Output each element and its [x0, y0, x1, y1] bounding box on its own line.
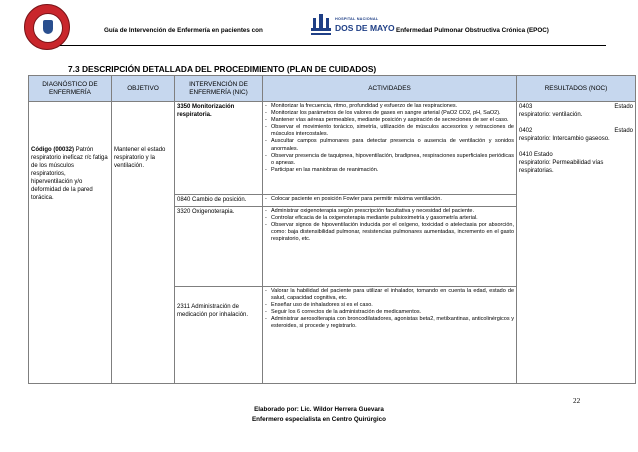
- hospital-logo-small-text: HOSPITAL NACIONAL: [335, 17, 379, 21]
- activity-item: - Valorar la habilidad del paciente para utilizar el inhalador, tomando en cuenta la edad, estado de salud, capacidad cognitiva, etc.: [265, 288, 514, 302]
- activity-item: - Administrar aerosolterapia con broncodilatadores, agonistas beta2, metilxantinas, anticolinérgicos y esteroides, si procede y registrarlo.: [265, 316, 514, 330]
- care-plan-table: [28, 75, 636, 384]
- hospital-logo-big-text: DOS DE MAYO: [335, 23, 395, 33]
- footer-role: Enfermero especialista en Centro Quirúrgico: [251, 416, 387, 423]
- page-number: 22: [573, 397, 581, 405]
- resultado-0403: 0403 Estado: [519, 104, 633, 110]
- header-resultados: RESULTADOS (NOC): [517, 76, 636, 102]
- header-objetivo: OBJETIVO: [112, 76, 175, 102]
- resultado-0402: 0402 Estado: [519, 128, 633, 134]
- activity-item: - Seguir los 6 correctos de la administración de medicamentos.: [265, 309, 514, 316]
- activity-item: - Observar presencia de taquipnea, hipoventilación, bradipnea, respiraciones superficiales periódicas o apneas.: [265, 153, 514, 167]
- resultado-0410: 0410 Estado: [519, 152, 553, 158]
- institution-seal-icon: [24, 4, 70, 50]
- footer-author: Elaborado por: Lic. Wildor Herrera Guevara: [254, 406, 384, 413]
- activity-item: - Observar el movimiento torácico, simetría, utilización de músculos accesorios y retracciones de músculos intercostales.: [265, 124, 514, 138]
- header-diagnostico: DIAGNÓSTICO DE ENFERMERÍA: [29, 76, 112, 102]
- intervention-cell-2311: 2311 Administración de medicación por inhalación.: [175, 287, 263, 384]
- resultados-cell: 0403 Estado respiratorio: ventilación. 0402 Estado respiratorio: Intercambio gaseoso. 0410 Estado respiratorio: Permeabilidad vías respiratorias.: [517, 102, 636, 384]
- intervention-cell-3350: 3350 Monitorización respiratoria.: [175, 102, 263, 195]
- diagnostico-text: Patrón respiratorio ineficaz r/c fatiga de los músculos respiratorios, hiperventilación y/o deformidad de la pared torácica.: [31, 147, 108, 201]
- hospital-building-icon: [311, 14, 331, 38]
- activities-cell-3350: [263, 102, 517, 195]
- section-title: 7.3 DESCRIPCIÓN DETALLADA DEL PROCEDIMIENTO (PLAN DE CUIDADOS): [68, 64, 377, 74]
- activity-item: - Mantener vías aéreas permeables, mediante posición y aspiración de secreciones de ser el caso.: [265, 117, 514, 124]
- activity-item: - Colocar paciente en posición Fowler para permitir máxima ventilación.: [265, 196, 514, 203]
- activity-item: - Participar en las maniobras de reanimación.: [265, 167, 514, 174]
- table-row: [29, 102, 636, 195]
- header-intervencion: INTERVENCIÓN DE ENFERMERÍA (NIC): [175, 76, 263, 102]
- intervention-cell-3320: 3320 Oxigenoterapia.: [175, 207, 263, 287]
- diagnostico-cell: [29, 102, 112, 384]
- header-left-text: Guía de Intervención de Enfermería en pacientes con: [104, 27, 263, 34]
- header-right-text: Enfermedad Pulmonar Obstructiva Crónica (EPOC): [396, 27, 549, 34]
- diagnostico-code: Código (00032): [31, 147, 75, 153]
- activities-cell-2311: [263, 287, 517, 384]
- activity-item: - Monitorizar los parámetros de los valores de gases en sangre arterial (PaO2 CO2, pH, SaO2).: [265, 110, 514, 117]
- activity-item: - Auscultar campos pulmonares para detectar presencia o ausencia de ventilación y sonidos anormales.: [265, 138, 514, 152]
- activity-item: - Enseñar uso de inhaladores si es el caso.: [265, 302, 514, 309]
- activities-cell-3320: [263, 207, 517, 287]
- header-divider: [60, 45, 606, 46]
- activity-item: - Monitorizar la frecuencia, ritmo, profundidad y esfuerzo de las respiraciones.: [265, 103, 514, 110]
- hospital-logo: [311, 14, 393, 40]
- activity-item: - Administrar oxigenoterapia según prescripción facultativa y necesidad del paciente.: [265, 208, 514, 215]
- objetivo-cell: Mantener el estado respiratorio y la ventilación.: [112, 102, 175, 384]
- header-actividades: ACTIVIDADES: [263, 76, 517, 102]
- intervention-cell-0840: 0840 Cambio de posición.: [175, 195, 263, 207]
- table-header-row: [29, 76, 636, 102]
- activity-item: - Controlar eficacia de la oxigenoterapia mediante pulsioximetría y gasometría arterial.: [265, 215, 514, 222]
- activities-cell-0840: [263, 195, 517, 207]
- activity-item: - Observar signos de hipoventilación inducida por el oxígeno, toxicidad o atelectasia por absorción, como: baja distensibilidad pulmonar, resistencias pulmonares aumentadas, incremento en el gasto respiratorio, etc.: [265, 222, 514, 243]
